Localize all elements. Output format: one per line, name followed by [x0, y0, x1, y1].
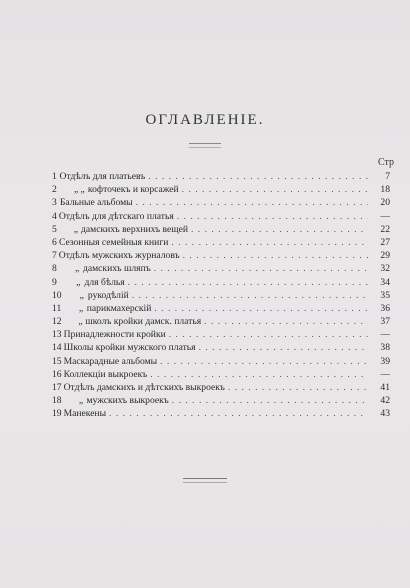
page-column-label: Стр [377, 157, 394, 168]
toc-entry-number: 11 [52, 302, 62, 314]
toc-entry [52, 223, 390, 236]
toc-entry-leader-dots [201, 315, 368, 328]
toc-entry [52, 249, 390, 262]
toc-entry-number: 8 [52, 263, 57, 275]
toc-entry-number: 3 [52, 197, 57, 209]
toc-entry [52, 210, 390, 223]
toc-entry-title: Коллекціи выкроекъ [63, 368, 148, 380]
toc-entry-page-number: 37 [380, 316, 390, 328]
toc-entry [52, 262, 390, 275]
toc-entry-title: Принадлежности кройки [63, 329, 166, 341]
toc-entry [52, 196, 390, 209]
toc-entry-ditto-mark: „ [73, 184, 79, 196]
toc-entry-title: для бѣлья [84, 276, 125, 288]
toc-entry-title: парикмахерскій [86, 302, 152, 314]
toc-entry-title: Школы кройки мужского платья [63, 342, 196, 354]
toc-entry-page-number: 34 [380, 276, 391, 288]
toc-entry-title: Отдѣлъ для дѣтскаго платья [58, 210, 174, 222]
toc-entry-leader-dots [180, 249, 368, 262]
toc-entry-leader-dots [147, 368, 368, 381]
toc-entry-ditto-mark: „ [78, 316, 83, 328]
toc-entry-page-number: 43 [380, 408, 390, 420]
toc-entry-leader-dots [151, 262, 368, 275]
toc-entry-page-number: 22 [380, 223, 390, 235]
toc-entry-leader-dots [133, 196, 368, 209]
toc-entry-number: 5 [52, 223, 57, 235]
toc-entry-number: 14 [52, 342, 62, 354]
toc-entry-title: Отдѣлъ для платьевъ [59, 171, 146, 182]
toc-entry-title: дамскихъ шляпъ [82, 263, 151, 275]
toc-entry [52, 394, 390, 407]
toc-entry [52, 328, 390, 341]
toc-entry-title: Отдѣлъ мужскихъ журналовъ [58, 250, 180, 262]
toc-entry-title: школъ кройки дамск. платья [85, 316, 202, 328]
toc-entry [52, 302, 390, 315]
toc-entry [52, 407, 390, 420]
toc-entry [52, 341, 390, 354]
toc-entry-number: 18 [52, 395, 62, 407]
toc-entry-title: Бальные альбомы [59, 197, 133, 209]
toc-entry [52, 368, 390, 381]
toc-entry [52, 183, 390, 196]
toc-entry-number: 4 [52, 210, 57, 222]
toc-entry-title: Отдѣлъ дамскихъ и дѣтскихъ выкроекъ [63, 382, 225, 393]
toc-entry-number: 19 [52, 408, 62, 420]
toc-entry-ditto-mark: „ [79, 289, 84, 301]
toc-entry-page-number: 20 [380, 197, 390, 209]
toc-entry-page-number: 27 [380, 236, 390, 248]
toc-entry-page-number: 7 [385, 171, 390, 182]
table-of-contents [52, 170, 390, 421]
footer-ornament-rule [183, 478, 227, 483]
toc-entry-ditto-mark: „ [78, 302, 84, 314]
toc-entry-leader-dots [157, 355, 368, 368]
toc-entry-page-number: 36 [380, 302, 390, 314]
page-title: ОГЛАВЛЕНІЕ. [145, 112, 265, 128]
toc-entry [52, 355, 390, 368]
toc-entry-number: 15 [52, 355, 62, 367]
toc-entry-title: Маскарадные альбомы [63, 355, 158, 367]
toc-entry-leader-dots [166, 328, 368, 341]
toc-entry-title: дамскихъ верхнихъ вещей [81, 223, 188, 235]
toc-entry-number: 2 [52, 184, 57, 196]
toc-entry-leader-dots [151, 302, 368, 315]
toc-entry-leader-dots [129, 289, 368, 302]
toc-entry [52, 236, 390, 249]
toc-entry-number: 6 [52, 236, 57, 248]
toc-entry-leader-dots [168, 236, 368, 249]
toc-entry-page-number: 38 [380, 342, 390, 354]
toc-entry-page-number: — [380, 368, 390, 380]
toc-entry-leader-dots [145, 170, 368, 183]
toc-entry-number: 12 [52, 316, 62, 328]
toc-entry-number: 9 [52, 276, 57, 288]
toc-entry-number: 7 [52, 250, 57, 262]
toc-entry-page-number: — [380, 329, 390, 341]
toc-entry-ditto-mark: „ [76, 276, 81, 288]
toc-entry-page-number: 18 [380, 184, 390, 196]
toc-entry-ditto-mark: „ [78, 395, 84, 407]
toc-entry-number: 17 [52, 382, 62, 393]
toc-entry-leader-dots [174, 210, 368, 223]
toc-entry-page-number: 42 [380, 395, 390, 407]
toc-entry-leader-dots [106, 407, 368, 420]
toc-entry [52, 276, 390, 289]
toc-entry-page-number: 29 [380, 250, 390, 262]
toc-entry-page-number: 41 [380, 382, 390, 393]
title-ornament-rule [189, 143, 221, 148]
toc-entry-title: мужскихъ выкроекъ [86, 395, 169, 407]
toc-entry [52, 315, 390, 328]
toc-entry [52, 289, 390, 302]
toc-entry-ditto-mark: „ [80, 184, 85, 196]
toc-entry-page-number: — [380, 210, 390, 222]
toc-entry-number: 10 [52, 289, 62, 301]
toc-entry-leader-dots [225, 381, 368, 394]
toc-entry [52, 381, 390, 394]
toc-entry-page-number: 35 [380, 289, 390, 301]
toc-entry-leader-dots [125, 276, 368, 289]
toc-entry-ditto-mark: „ [73, 223, 79, 235]
toc-entry-title: кофточекъ и корсажей [87, 184, 179, 196]
toc-entry-leader-dots [179, 183, 368, 196]
toc-entry-number: 13 [52, 329, 62, 341]
toc-entry-page-number: 39 [380, 355, 390, 367]
toc-entry-number: 16 [52, 368, 62, 380]
toc-entry-title: Сезонныя семейныя книги [58, 236, 169, 248]
toc-entry-leader-dots [169, 394, 368, 407]
toc-entry-ditto-mark: „ [75, 263, 80, 275]
toc-entry-title: Манекены [63, 408, 107, 420]
toc-entry-title: рукодѣлій [87, 289, 129, 301]
toc-entry-page-number: 32 [380, 263, 390, 275]
toc-entry-number: 1 [52, 171, 57, 182]
toc-entry-leader-dots [188, 223, 368, 236]
toc-entry [52, 170, 390, 183]
toc-entry-leader-dots [196, 341, 368, 354]
